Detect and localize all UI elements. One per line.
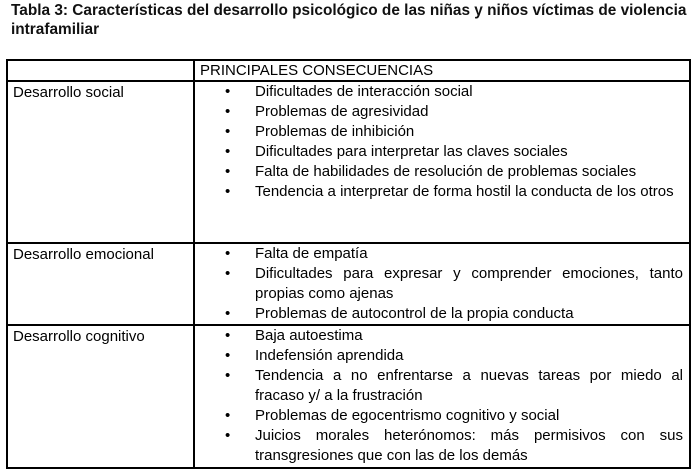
bullet-icon: • xyxy=(225,183,231,200)
bullet-icon: • xyxy=(225,123,231,140)
bullet-icon: • xyxy=(225,245,231,262)
header-row xyxy=(7,60,690,81)
bullet-icon: • xyxy=(225,367,231,384)
consequence-list xyxy=(195,326,689,466)
list-item: • Falta de empatía xyxy=(225,245,368,262)
consequences-cell xyxy=(194,325,690,468)
list-item: • Baja autoestima xyxy=(225,327,363,344)
bullet-icon: • xyxy=(225,305,231,322)
category-cognitive: Desarrollo cognitivo xyxy=(7,325,194,468)
bullet-icon: • xyxy=(225,407,231,424)
list-item: • Problemas de inhibición xyxy=(225,123,415,140)
bullet-icon: • xyxy=(225,347,231,364)
bullet-icon: • xyxy=(225,265,231,282)
consequence-list xyxy=(195,244,689,324)
list-item: • Dificultades para interpretar las claves sociales xyxy=(225,143,568,160)
header-consequences: PRINCIPALES CONSECUENCIAS xyxy=(194,60,690,81)
bullet-icon: • xyxy=(225,427,231,444)
consequences-table xyxy=(6,59,691,469)
consequences-cell xyxy=(194,81,690,243)
category-emotional: Desarrollo emocional xyxy=(7,243,194,325)
bullet-icon: • xyxy=(225,83,231,100)
header-empty-cell xyxy=(7,60,194,81)
bullet-icon: • xyxy=(225,327,231,344)
list-item: • Problemas de egocentrismo cognitivo y social xyxy=(225,407,560,424)
list-item: • Falta de habilidades de resolución de problemas sociales xyxy=(225,163,637,180)
bullet-icon: • xyxy=(225,163,231,180)
consequence-list xyxy=(195,82,689,202)
table-row xyxy=(7,81,690,243)
category-social: Desarrollo social xyxy=(7,81,194,243)
bullet-icon: • xyxy=(225,143,231,160)
list-item: • Indefensión aprendida xyxy=(225,347,404,364)
list-item: • Juicios morales heterónomos: más permisivos con sus transgresiones que con las de los demás xyxy=(225,427,683,464)
list-item: • Problemas de agresividad xyxy=(225,103,429,120)
list-item: • Dificultades de interacción social xyxy=(225,83,473,100)
table-caption: Tabla 3: Características del desarrollo psicológico de las niñas y niños víctimas de violencia intrafamiliar xyxy=(11,2,687,38)
table-row xyxy=(7,243,690,325)
list-item: • Tendencia a no enfrentarse a nuevas tareas por miedo al fracaso y/ a la frustración xyxy=(225,367,683,404)
bullet-icon: • xyxy=(225,103,231,120)
consequences-cell xyxy=(194,243,690,325)
list-item: • Problemas de autocontrol de la propia conducta xyxy=(225,305,574,322)
list-item: • Dificultades para expresar y comprender emociones, tanto propias como ajenas xyxy=(225,265,683,302)
list-item: • Tendencia a interpretar de forma hostil la conducta de los otros xyxy=(225,183,674,200)
table-row xyxy=(7,325,690,468)
